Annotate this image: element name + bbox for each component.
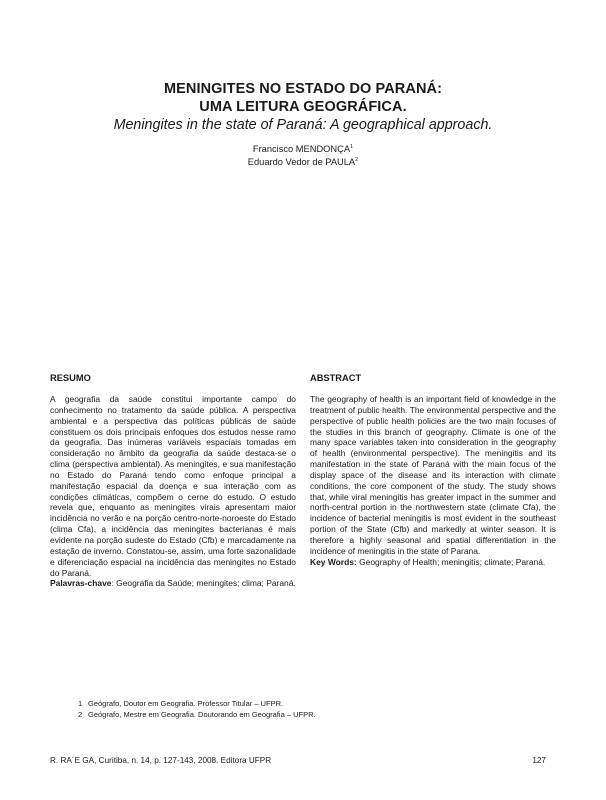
abstract-keywords bbox=[310, 557, 556, 568]
author-1-note-ref: 1 bbox=[350, 143, 354, 150]
title-block bbox=[0, 80, 606, 134]
footnote-1 bbox=[78, 699, 316, 710]
resumo-text: A geografia da saúde constitui importante campo do conhecimento no tratamento da saúde pública. A perspectiva ambiental e a perspectiva das políticas públicas de saúde constituem os dois principais enfoques dos estudos nesse ramo da geografia. Das inúmeras variáveis espaciais tomadas em consideração no âmbito da geografia da saúde destaca-se o clima (perspectiva ambiental). As meningites, e sua manifestação no Estado do Paraná tendo como enfoque principal a manifestação espacial da doença e sua interação com as condições climáticas, compõem o cerne do estudo. O estudo revela que, enquanto as meningites virais apresentam maior incidência no verão e na porção centro-norte-noroeste do Estado (clima Cfa), a incidência das meningites bacterianas é mais evidente na porção sudeste do Estado (Cfb) e marcadamente na estação de inverno. Constatou-se, assim, uma forte sazonalidade e diferenciação espacial na incidência das meningites no Estado do Paraná. bbox=[50, 394, 296, 578]
abstract-heading: ABSTRACT bbox=[310, 373, 362, 383]
footnote-1-number: 1 bbox=[78, 699, 83, 708]
author-2-note-ref: 2 bbox=[355, 156, 359, 163]
resumo-keywords-label: Palavras-chave bbox=[50, 578, 112, 589]
abstract-section bbox=[310, 372, 556, 568]
author-list bbox=[0, 143, 606, 169]
author-1 bbox=[0, 143, 606, 156]
resumo-keywords-list: : Geografia da Saúde; meningites; clima; Paraná. bbox=[111, 578, 296, 589]
article-title-line-1: MENINGITES NO ESTADO DO PARANÁ: bbox=[163, 81, 443, 97]
author-2 bbox=[0, 156, 606, 169]
footnote-2 bbox=[78, 710, 316, 721]
footnote-2-text: Geógrafo, Mestre em Geografia. Doutorando em Geografia – UFPR. bbox=[88, 709, 316, 719]
resumo-section bbox=[50, 372, 296, 589]
journal-citation: R. RA´E GA, Curitiba, n. 14, p. 127-143, 2008. Editora UFPR bbox=[50, 756, 272, 765]
author-1-name: Francisco MENDONÇA bbox=[252, 144, 351, 154]
article-title-line-2: UMA LEITURA GEOGRÁFICA. bbox=[199, 99, 407, 115]
page-number: 127 bbox=[532, 756, 546, 765]
resumo-heading: RESUMO bbox=[50, 373, 91, 383]
abstract-text: The geography of health is an important field of knowledge in the treatment of public health. The environmental perspective and the perspective of public health policies are the two main focuses of the studies in this branch of geography. Climate is one of the many space variables taken into consideration in the geography of health (environmental perspective). The meningitis and its manifestation in the state of Paraná with the main focus of the display space of the disease and its interaction with climate conditions, the core component of the study. The study shows that, while viral meningitis has greater impact in the summer and north-central portion in the northwestern state (climate Cfa), the incidence of bacterial meningitis is most evident in the southeast portion of the State (Cfb) and markedly at winter season. It is therefore a highly seasonal and spatial differentiation in the incidence of meningitis in the state of Parana. bbox=[310, 394, 556, 556]
resumo-keywords bbox=[50, 578, 296, 589]
footnote-1-text: Geógrafo, Doutor em Geografia. Professor Titular – UFPR. bbox=[88, 699, 284, 708]
author-2-name: Eduardo Vedor de PAULA bbox=[247, 157, 356, 167]
footnote-2-number: 2 bbox=[78, 709, 83, 719]
article-english-title: Meningites in the state of Paraná: A geographical approach. bbox=[113, 117, 493, 133]
footnotes bbox=[78, 699, 316, 720]
abstract-keywords-label: Key Words: bbox=[310, 556, 357, 567]
abstract-keywords-list: Geography of Health; meningitis; climate; Paraná. bbox=[356, 556, 546, 567]
